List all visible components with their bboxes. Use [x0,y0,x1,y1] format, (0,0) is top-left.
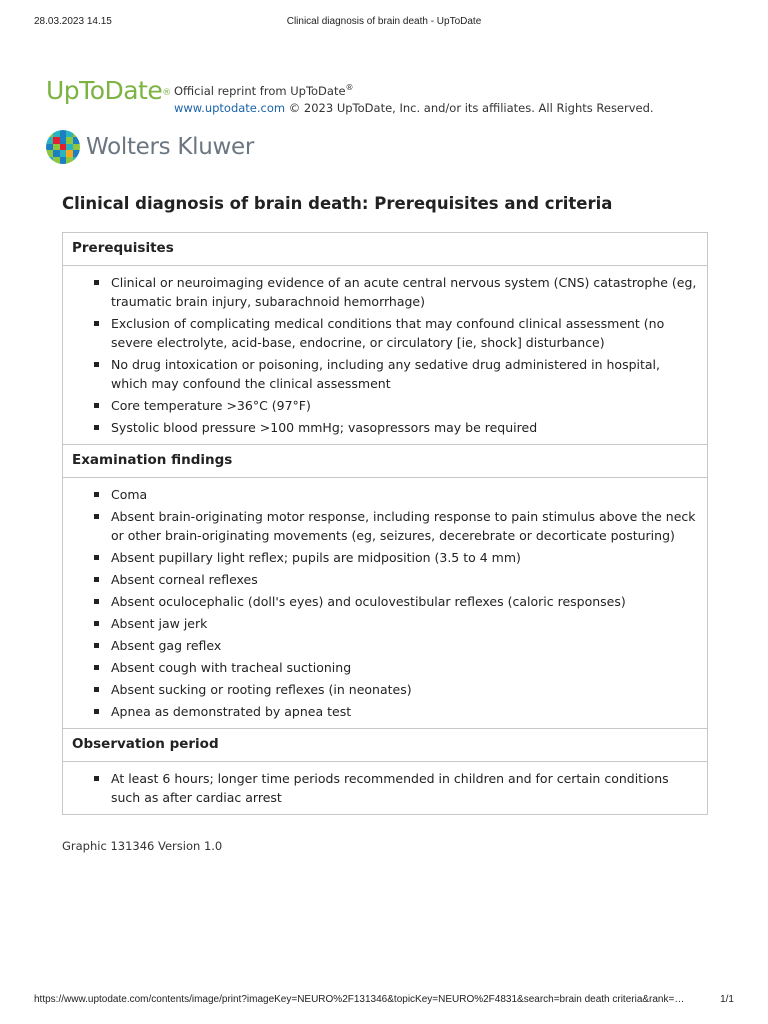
list-item: Absent pupillary light reflex; pupils are midposition (3.5 to 4 mm) [111,547,707,569]
page-number: 1/1 [720,994,734,1005]
criteria-table [62,232,708,815]
criteria-list [63,272,707,439]
list-item: Absent cough with tracheal suctioning [111,657,707,679]
list-item: Coma [111,484,707,506]
list-item: No drug intoxication or poisoning, including any sedative drug administered in hospital, which may confound the clinical assessment [111,354,707,395]
uptodate-logo-text: UpToDate [46,76,163,105]
criteria-list [63,484,707,723]
list-item: Core temperature >36°C (97°F) [111,395,707,417]
wolters-kluwer-text: Wolters Kluwer [86,134,255,160]
print-date: 28.03.2023 14.15 [34,16,112,27]
list-item: Absent oculocephalic (doll's eyes) and oculovestibular reflexes (caloric responses) [111,591,707,613]
list-item: Absent gag reflex [111,635,707,657]
print-page-title: Clinical diagnosis of brain death - UpToDate [286,16,482,27]
graphic-version-note: Graphic 131346 Version 1.0 [62,839,223,853]
section-heading: Observation period [63,729,707,762]
list-item: At least 6 hours; longer time periods recommended in children and for certain conditions such as after cardiac arrest [111,768,707,809]
section-body [63,266,707,445]
list-item: Systolic blood pressure >100 mmHg; vasopressors may be required [111,417,707,439]
section-heading: Prerequisites [63,233,707,266]
list-item: Exclusion of complicating medical conditions that may confound clinical assessment (no severe electrolyte, acid-base, endocrine, or circulatory [ie, shock] disturbance) [111,313,707,354]
criteria-list [63,768,707,809]
list-item: Apnea as demonstrated by apnea test [111,701,707,723]
print-url: https://www.uptodate.com/contents/image/print?imageKey=NEURO%2F131346&topicKey=NEURO%2F4831&search=brain death criteria&rank=… [34,994,685,1005]
section-body [63,478,707,729]
registered-mark: ® [162,88,171,98]
uptodate-logo [46,76,171,106]
list-item: Absent brain-originating motor response, including response to pain stimulus above the neck or other brain-originating movements (eg, seizures, decerebrate or decorticate posturing) [111,506,707,547]
section-body [63,762,707,814]
list-item: Clinical or neuroimaging evidence of an acute central nervous system (CNS) catastrophe (eg, traumatic brain injury, subarachnoid hemorrhage) [111,272,707,313]
list-item: Absent jaw jerk [111,613,707,635]
wolters-kluwer-mark-icon [46,130,80,164]
reprint-notice [174,79,654,117]
wolters-kluwer-logo [46,130,254,164]
list-item: Absent sucking or rooting reflexes (in neonates) [111,679,707,701]
copyright-text: © 2023 UpToDate, Inc. and/or its affiliates. All Rights Reserved. [285,100,654,115]
page-title: Clinical diagnosis of brain death: Prerequisites and criteria [62,194,613,213]
reprint-registered-mark: ® [345,83,354,92]
list-item: Absent corneal reflexes [111,569,707,591]
section-heading: Examination findings [63,445,707,478]
reprint-line: Official reprint from UpToDate [174,83,346,98]
uptodate-site-link[interactable]: www.uptodate.com [174,100,286,115]
